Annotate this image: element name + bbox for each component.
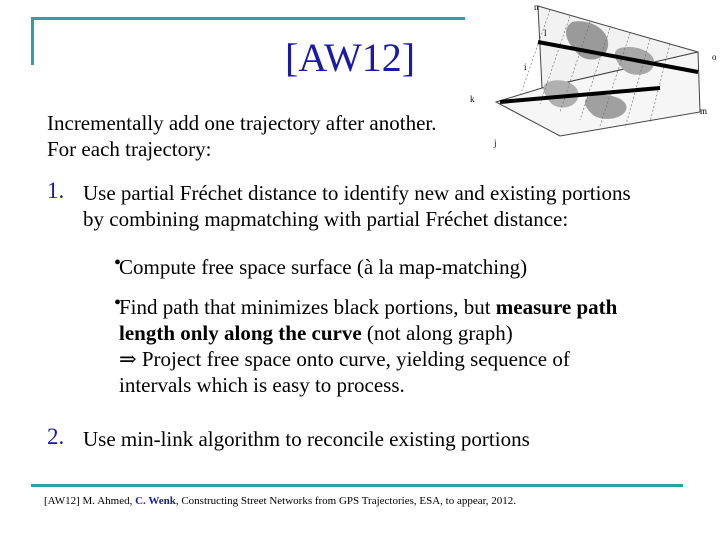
- footer-author: C. Wenk: [135, 495, 176, 507]
- item-text-1: [83, 180, 631, 232]
- figure-label-i: i: [524, 62, 527, 72]
- bullet-text-1: Compute free space surface (à la map-matching): [119, 255, 528, 279]
- figure-label-o: o: [712, 52, 717, 62]
- bullet-marker-1: •: [114, 252, 122, 274]
- figure-label-n: n: [534, 2, 539, 12]
- figure-label-l: l: [544, 28, 547, 38]
- implies-symbol: ⇒: [119, 347, 137, 371]
- bullet-2-line-2-bold: length only along the curve: [119, 321, 362, 345]
- title-frame-left-line: [31, 17, 34, 65]
- figure-label-k: k: [470, 94, 475, 104]
- footer-divider: [31, 484, 683, 487]
- item-1-line-2: by combining mapmatching with partial Fréchet distance:: [83, 207, 569, 231]
- bullet-2-line-1-bold: measure path: [495, 295, 618, 319]
- figure-label-j: j: [494, 138, 497, 148]
- footer-citation: [44, 495, 516, 507]
- title-frame-top-line: [31, 17, 465, 20]
- item-number-1: 1.: [47, 178, 65, 203]
- intro-line-2: For each trajectory:: [47, 137, 212, 161]
- bullet-2-line-4: intervals which is easy to process.: [119, 373, 405, 397]
- item-1-line-1: Use partial Fréchet distance to identify new and existing portions: [83, 181, 631, 205]
- bullet-2-line-2-plain: (not along graph): [361, 321, 513, 345]
- footer-suffix: , Constructing Street Networks from GPS Trajectories, ESA, to appear, 2012.: [175, 495, 517, 507]
- footer-prefix: [AW12] M. Ahmed,: [44, 495, 136, 507]
- free-space-surface-figure: [460, 0, 720, 150]
- slide-title: [AW12]: [285, 35, 416, 80]
- figure-label-m: m: [700, 106, 708, 116]
- item-text-2: Use min-link algorithm to reconcile existing portions: [83, 427, 530, 451]
- bullet-marker-2: •: [114, 292, 122, 314]
- bullet-2-line-1-plain: Find path that minimizes black portions, but: [119, 295, 496, 319]
- intro-line-1: Incrementally add one trajectory after another.: [47, 111, 437, 135]
- intro-text: [47, 110, 436, 162]
- bullet-2-line-3-plain: Project free space onto curve, yielding sequence of: [136, 347, 570, 371]
- item-number-2: 2.: [47, 424, 65, 449]
- bullet-text-2: [119, 294, 617, 398]
